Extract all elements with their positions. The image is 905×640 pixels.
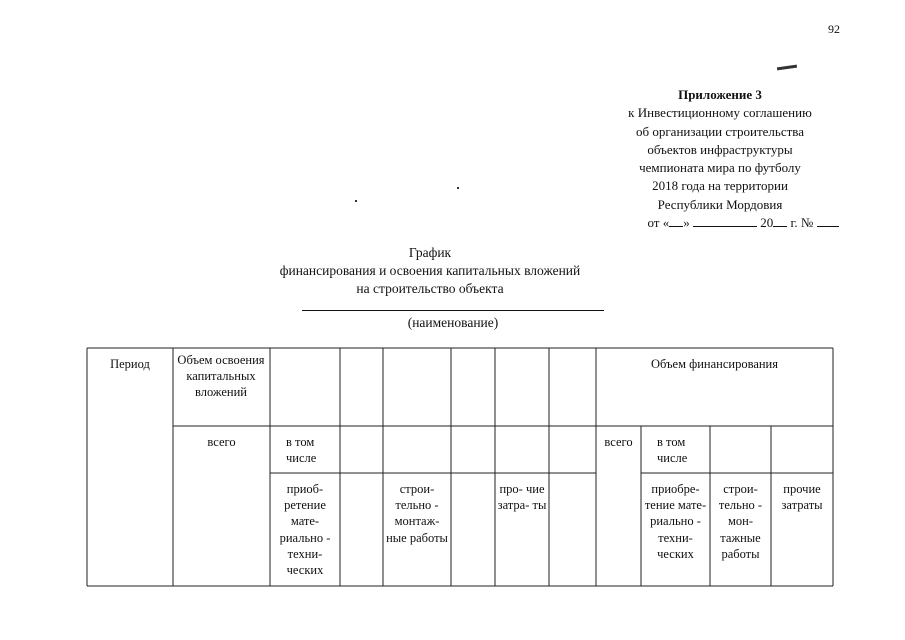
header-volume-mastering: Объем освоения капитальных вложений [177, 353, 265, 400]
header-fin-including: в том числе [657, 435, 688, 466]
header-acquisition: приоб- ретение мате- риально - техни- ческих [279, 482, 331, 578]
page-number: 92 [828, 22, 840, 36]
appendix-line: объектов инфраструктуры [647, 141, 793, 157]
appendix-line: об организации строительства [635, 123, 805, 139]
header-other: про- чие затра- ты [497, 482, 547, 513]
header-fin-construction: строи- тельно - мон- тажные работы [718, 482, 763, 561]
header-total: всего [207, 435, 236, 449]
appendix-title: Приложение 3 [678, 87, 762, 102]
appendix-line: Республики Мордовия [657, 196, 783, 212]
object-name-label: (наименование) [407, 315, 499, 330]
appendix-line: 2018 года на территории [652, 178, 788, 194]
heading-line: График [408, 245, 452, 260]
header-including: в том числе [286, 435, 317, 466]
appendix-line: к Инвестиционному соглашению [628, 105, 812, 121]
heading-line: на строительство объекта [356, 281, 504, 296]
date-prefix: от « [647, 215, 670, 231]
header-fin-total: всего [604, 435, 633, 449]
appendix-line: чемпионата мира по футболу [639, 160, 801, 176]
year-suffix: г. № [790, 215, 814, 231]
header-volume-financing: Объем финансирования [651, 357, 778, 371]
heading-line: финансирования и освоения капитальных вложений [279, 263, 581, 278]
year-prefix: 20 [760, 215, 774, 231]
date-mid: » [683, 215, 690, 231]
header-construction: строи- тельно - монтаж- ные работы [386, 482, 448, 545]
header-fin-other: прочие затраты [781, 482, 823, 513]
header-period: Период [110, 357, 150, 371]
header-fin-acquisition: приобре- тение мате- риально - техни- ческих [644, 482, 707, 561]
